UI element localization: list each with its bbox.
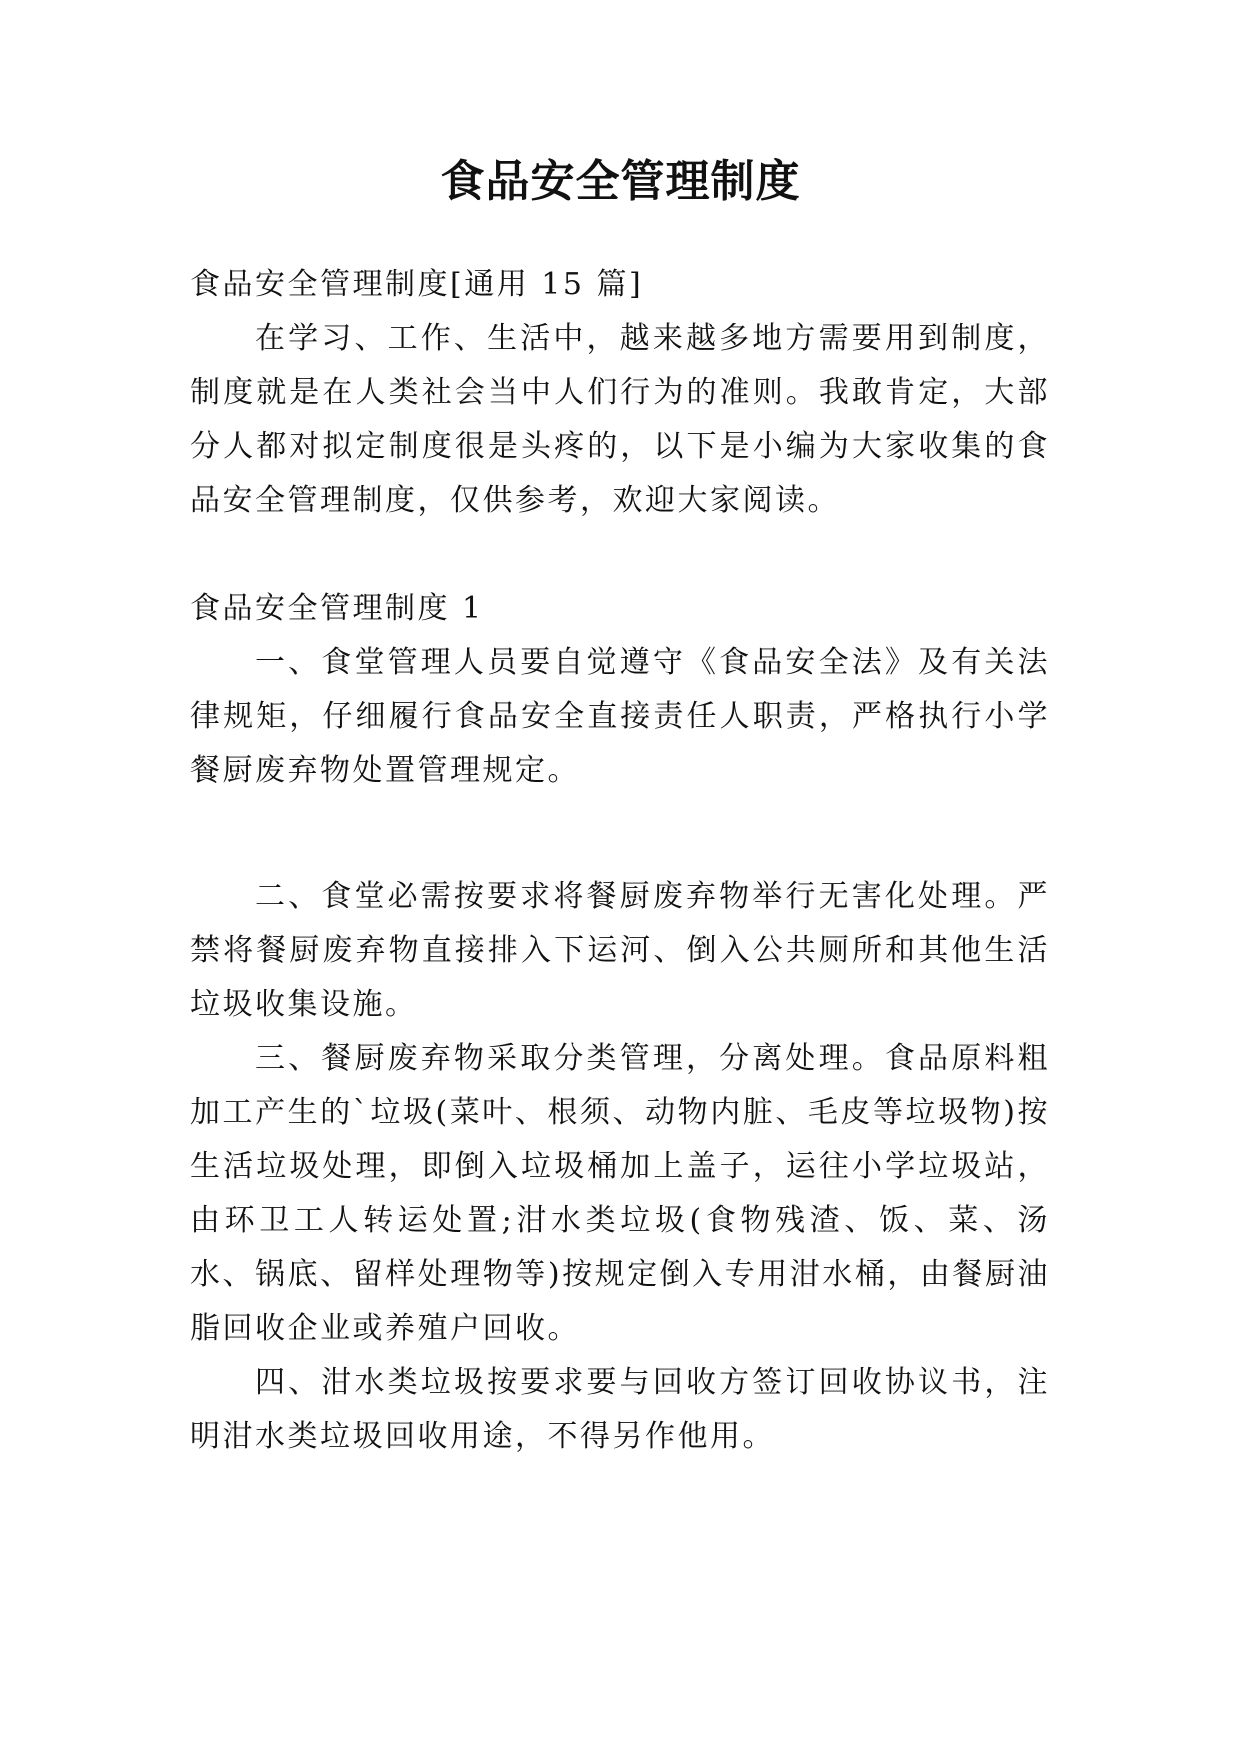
paragraph-3: 三、餐厨废弃物采取分类管理，分离处理。食品原料粗加工产生的`垃圾(菜叶、根须、动物内脏、毛皮等垃圾物)按生活垃圾处理，即倒入垃圾桶加上盖子，运往小学垃圾站，由环卫工人转运处置;泔水类垃圾(食物残渣、饭、菜、汤水、锅底、留样处理物等)按规定倒入专用泔水桶，由餐厨油脂回收企业或养殖户回收。	[190, 1041, 1050, 1346]
document-subtitle: 食品安全管理制度[通用 15 篇]	[190, 267, 644, 302]
document-body	[190, 258, 1050, 1464]
paragraph-2: 二、食堂必需按要求将餐厨废弃物举行无害化处理。严禁将餐厨废弃物直接排入下运河、倒入公共厕所和其他生活垃圾收集设施。	[190, 879, 1050, 1022]
section-heading: 食品安全管理制度 1	[190, 591, 484, 626]
document-title: 食品安全管理制度	[440, 156, 801, 207]
intro-paragraph: 在学习、工作、生活中，越来越多地方需要用到制度，制度就是在人类社会当中人们行为的准则。我敢肯定，大部分人都对拟定制度很是头疼的，以下是小编为大家收集的食品安全管理制度，仅供参考，欢迎大家阅读。	[190, 321, 1050, 518]
paragraph-4: 四、泔水类垃圾按要求要与回收方签订回收协议书，注明泔水类垃圾回收用途，不得另作他用。	[190, 1365, 1050, 1454]
paragraph-1: 一、食堂管理人员要自觉遵守《食品安全法》及有关法律规矩，仔细履行食品安全直接责任人职责，严格执行小学餐厨废弃物处置管理规定。	[190, 645, 1050, 788]
